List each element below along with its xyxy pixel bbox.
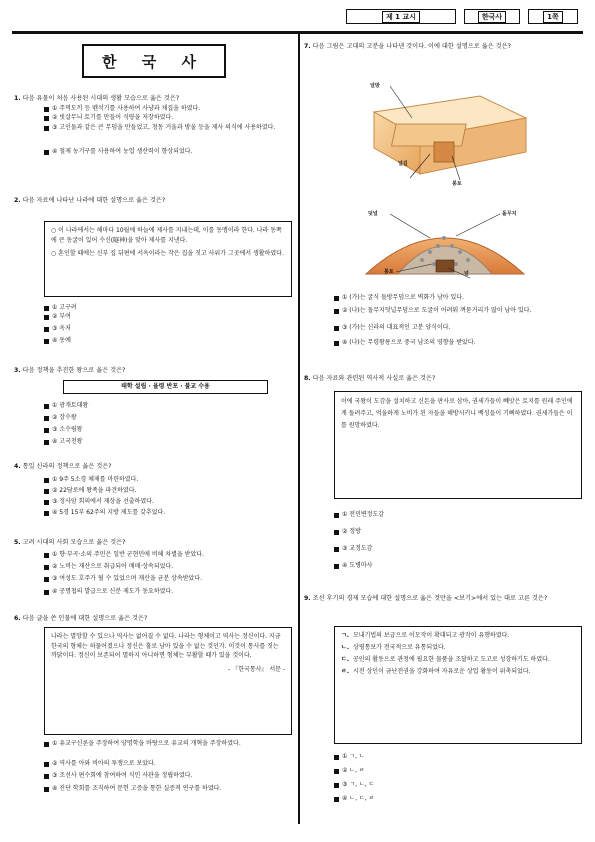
question-number: 7. bbox=[304, 43, 311, 50]
checkbox-icon bbox=[334, 797, 339, 802]
option[interactable] bbox=[44, 105, 292, 113]
option[interactable] bbox=[44, 438, 82, 446]
option[interactable] bbox=[44, 563, 292, 571]
source-box bbox=[44, 221, 292, 297]
checkbox-icon bbox=[334, 564, 339, 569]
option-text: ② 장수왕 bbox=[52, 414, 77, 421]
checkbox-icon bbox=[334, 341, 339, 346]
bogi-marker: ㄹ. bbox=[341, 668, 350, 675]
question-8 bbox=[304, 374, 584, 383]
option-text: ② 노비는 재산으로 취급되어 매매·상속되었다. bbox=[52, 563, 174, 570]
question-text: 통일 신라의 정책으로 옳은 것은? bbox=[22, 463, 112, 470]
option[interactable] bbox=[44, 124, 292, 132]
question-2 bbox=[14, 196, 292, 205]
source-paragraph: ○ 이 나라에서는 해마다 10월에 하늘에 제사를 지내는데, 이를 동맹이라 한다. 나라 동쪽에 큰 동굴이 있어 수신(隧神)을 맞아 제사를 지낸다. bbox=[51, 227, 282, 244]
question-9 bbox=[304, 594, 584, 603]
option[interactable] bbox=[44, 509, 165, 517]
option[interactable] bbox=[44, 414, 77, 422]
bogi-item bbox=[341, 655, 575, 665]
option[interactable] bbox=[334, 753, 365, 761]
checkbox-icon bbox=[44, 742, 49, 747]
question-text: 고려 시대의 사회 모습으로 옳은 것은? bbox=[22, 539, 126, 546]
option-text: ② ㄴ, ㄹ bbox=[342, 767, 365, 774]
checkbox-icon bbox=[44, 339, 49, 344]
option[interactable] bbox=[334, 781, 374, 789]
source-citation: - 『한국통사』 서문 - bbox=[228, 665, 285, 673]
option-text: ③ (가)는 신라의 대표적인 고분 양식이다. bbox=[342, 324, 451, 331]
option[interactable] bbox=[334, 795, 374, 803]
header-page-box bbox=[528, 9, 578, 24]
bogi-item bbox=[341, 631, 575, 641]
stone-chamber-tomb-illustration bbox=[360, 78, 530, 190]
checkbox-icon bbox=[334, 326, 339, 331]
checkbox-icon bbox=[334, 309, 339, 314]
question-number: 8. bbox=[304, 375, 311, 382]
question-number: 1. bbox=[14, 95, 21, 102]
option-text: ② 역사를 아와 비아의 투쟁으로 보았다. bbox=[52, 760, 156, 767]
question-5 bbox=[14, 538, 292, 547]
question-1 bbox=[14, 94, 292, 103]
header-exam-label: 제 1 교시 bbox=[382, 11, 420, 23]
source-paragraph: 나라는 멸망할 수 있으나 역사는 없어질 수 없다. 나라는 형체이고 역사는 정신이다. 지금 한국의 형체는 허물어졌으나 정신은 홀로 남아 있을 수 없는 것인가. 이것이 통사를 짓는 까닭이다. 정신이 보존되어 멸하지 아니하면 형체는 부활할 때가 있을 것이다. bbox=[51, 633, 281, 659]
checkbox-icon bbox=[44, 404, 49, 409]
option[interactable] bbox=[44, 148, 292, 156]
option[interactable] bbox=[44, 402, 88, 410]
source-box: 이에 국왕이 도감을 설치하고 신돈을 판사로 삼아, 권세가들이 빼앗은 토지를 원래 주인에게 돌려주고, 억울하게 노비가 된 자들을 해방시키니 백성들이 기뻐하였다. 권세가들은 이를 원망하였다. bbox=[334, 391, 582, 499]
option-text: ① 전민변정도감 bbox=[342, 511, 385, 518]
checkbox-icon bbox=[334, 783, 339, 788]
option-text: ④ 5경 15부 62주의 지방 제도를 갖추었다. bbox=[52, 509, 166, 516]
checkbox-icon bbox=[334, 530, 339, 535]
header-subject-label: 한국사 bbox=[478, 11, 506, 23]
option-text: ④ 동예 bbox=[52, 337, 71, 344]
bogi-item bbox=[341, 643, 575, 653]
diagram-label: 널방 bbox=[370, 83, 380, 89]
option-text: ③ 조선사 편수회에 참여하여 식민 사관을 정립하였다. bbox=[52, 772, 193, 779]
option[interactable] bbox=[44, 476, 138, 484]
option-text: ③ 옥저 bbox=[52, 325, 71, 332]
checkbox-icon bbox=[44, 787, 49, 792]
checkbox-icon bbox=[334, 755, 339, 760]
question-6 bbox=[14, 614, 292, 623]
bogi-marker: ㄱ. bbox=[341, 632, 350, 639]
question-text: 다음 정책을 추진한 왕으로 옳은 것은? bbox=[22, 367, 126, 374]
option-text: ② 22담로에 왕족을 파견하였다. bbox=[52, 487, 137, 494]
option-text: ① 9주 5소경 체제를 마련하였다. bbox=[52, 476, 139, 483]
question-4 bbox=[14, 462, 292, 471]
option-text: ① 유교구신론을 주장하여 양명학을 바탕으로 유교의 개혁을 주장하였다. bbox=[52, 740, 241, 747]
checkbox-icon bbox=[44, 590, 49, 595]
question-text: 다음 글을 쓴 인물에 대한 설명으로 옳은 것은? bbox=[22, 615, 148, 622]
question-number: 6. bbox=[14, 615, 21, 622]
checkbox-icon bbox=[44, 126, 49, 131]
option-text: ① (가)는 굴식 돌방무덤으로 벽화가 남아 있다. bbox=[342, 294, 464, 301]
option-text: ② 빗살무늬 토기를 만들어 식량을 저장하였다. bbox=[52, 114, 174, 121]
question-text: 조선 후기의 경제 모습에 대한 설명으로 옳은 것만을 <보기>에서 있는 대로 고른 것은? bbox=[312, 595, 548, 602]
checkbox-icon bbox=[44, 306, 49, 311]
option-text: ② 부여 bbox=[52, 313, 71, 320]
question-text: 다음 자료에 나타난 나라에 대한 설명으로 옳은 것은? bbox=[22, 197, 166, 204]
option-text: ③ 고인돌과 같은 큰 무덤을 만들었고, 청동 거울과 방울 등을 제사 의식에 사용하였다. bbox=[52, 124, 276, 131]
bogi-text: 시전 상인이 금난전권을 강화하여 자유로운 상업 활동이 위축되었다. bbox=[353, 668, 531, 675]
option[interactable] bbox=[44, 426, 82, 434]
option[interactable] bbox=[334, 528, 361, 536]
option[interactable] bbox=[44, 760, 292, 768]
option[interactable] bbox=[44, 785, 292, 793]
option-text: ① 주먹도끼 등 뗀석기를 사용하여 사냥과 채집을 하였다. bbox=[52, 105, 201, 112]
option-text: ④ (나)는 무령왕릉으로 중국 남조의 영향을 받았다. bbox=[342, 339, 476, 346]
option-text: ④ 진단 학회를 조직하여 문헌 고증을 통한 실증적 연구를 하였다. bbox=[52, 785, 222, 792]
column-divider bbox=[298, 34, 300, 824]
page-title: 한 국 사 bbox=[82, 44, 226, 78]
question-number: 2. bbox=[14, 197, 21, 204]
option[interactable] bbox=[44, 337, 71, 345]
bogi-marker: ㄴ. bbox=[341, 644, 350, 651]
question-number: 4. bbox=[14, 463, 21, 470]
option[interactable] bbox=[44, 772, 292, 780]
option[interactable] bbox=[44, 304, 77, 312]
source-box bbox=[44, 627, 292, 735]
option-text: ③ ㄱ, ㄴ, ㄷ bbox=[342, 781, 375, 788]
option[interactable] bbox=[44, 498, 154, 506]
option-text: ② 정방 bbox=[342, 528, 361, 535]
option[interactable] bbox=[44, 575, 292, 583]
checkbox-icon bbox=[44, 440, 49, 445]
checkbox-icon bbox=[44, 315, 49, 320]
checkbox-icon bbox=[44, 478, 49, 483]
option-text: ③ 여성도 호주가 될 수 있었으며 재산을 균분 상속받았다. bbox=[52, 575, 203, 582]
option[interactable] bbox=[334, 339, 584, 347]
option[interactable] bbox=[334, 294, 584, 302]
option-text: ③ 정사암 회의에서 재상을 선출하였다. bbox=[52, 498, 154, 505]
checkbox-icon bbox=[44, 416, 49, 421]
checkbox-icon bbox=[334, 547, 339, 552]
checkbox-icon bbox=[44, 774, 49, 779]
checkbox-icon bbox=[334, 513, 339, 518]
diagram-label: 덧널 bbox=[368, 211, 378, 217]
diagram-label: 널 bbox=[464, 271, 469, 277]
option-text: ② (나)는 돌무지덧널무덤으로 도굴이 어려워 껴묻거리가 많이 남아 있다. bbox=[342, 307, 532, 314]
diagram-label: 봉토 bbox=[384, 269, 394, 275]
checkbox-icon bbox=[44, 116, 49, 121]
header-subject-box bbox=[464, 9, 520, 24]
checkbox-icon bbox=[44, 150, 49, 155]
option[interactable] bbox=[44, 487, 136, 495]
checkbox-icon bbox=[44, 511, 49, 516]
option-text: ④ 고국천왕 bbox=[52, 438, 83, 445]
checkbox-icon bbox=[44, 577, 49, 582]
question-3 bbox=[14, 366, 292, 375]
option-text: ① ㄱ, ㄴ bbox=[342, 753, 365, 760]
question-number: 9. bbox=[304, 595, 311, 602]
bogi-box bbox=[334, 626, 582, 744]
option-text: ① 향·부곡·소의 주민은 일반 군현민에 비해 차별을 받았다. bbox=[52, 551, 204, 558]
question-number: 5. bbox=[14, 539, 21, 546]
option-text: ④ 도병마사 bbox=[342, 562, 373, 569]
bogi-item bbox=[341, 667, 575, 677]
option-text: ④ 철제 농기구를 사용하여 농업 생산력이 향상되었다. bbox=[52, 148, 193, 155]
option-text: ③ 소수림왕 bbox=[52, 426, 83, 433]
checkbox-icon bbox=[44, 489, 49, 494]
option[interactable] bbox=[44, 740, 292, 748]
option[interactable] bbox=[44, 114, 292, 122]
checkbox-icon bbox=[334, 769, 339, 774]
option[interactable] bbox=[334, 324, 584, 332]
question-text: 다음 자료와 관련된 역사적 사실로 옳은 것은? bbox=[312, 375, 436, 382]
question-7 bbox=[304, 42, 584, 51]
checkbox-icon bbox=[44, 762, 49, 767]
question-text: 다음 유물이 처음 사용된 시대의 생활 모습으로 옳은 것은? bbox=[22, 95, 180, 102]
option[interactable] bbox=[334, 562, 372, 570]
checkbox-icon bbox=[44, 107, 49, 112]
checkbox-icon bbox=[44, 553, 49, 558]
option[interactable] bbox=[334, 307, 584, 315]
bogi-text: 상평통보가 전국적으로 유통되었다. bbox=[353, 644, 446, 651]
question-number: 3. bbox=[14, 367, 21, 374]
option[interactable] bbox=[44, 551, 292, 559]
option-text: ① 고구려 bbox=[52, 304, 77, 311]
checkbox-icon bbox=[44, 565, 49, 570]
option[interactable] bbox=[334, 511, 384, 519]
option[interactable] bbox=[334, 767, 365, 775]
option-text: ① 광개토대왕 bbox=[52, 402, 89, 409]
option[interactable] bbox=[44, 325, 71, 333]
checkbox-icon bbox=[44, 428, 49, 433]
diagram-label: 돌무지 bbox=[502, 211, 517, 217]
option-text: ④ ㄴ, ㄷ, ㄹ bbox=[342, 795, 375, 802]
header-exam-box bbox=[346, 9, 456, 24]
option[interactable] bbox=[44, 588, 292, 596]
diagram-label: 널길 bbox=[398, 161, 408, 167]
option-text: ③ 교정도감 bbox=[342, 545, 373, 552]
bogi-marker: ㄷ. bbox=[341, 656, 350, 663]
option-text: ④ 공명첩의 발급으로 신분 제도가 동요하였다. bbox=[52, 588, 174, 595]
diagram-label: 봉토 bbox=[452, 181, 462, 187]
bogi-text: 모내기법의 보급으로 이모작이 확대되고 광작이 유행하였다. bbox=[353, 632, 510, 639]
checkbox-icon bbox=[334, 296, 339, 301]
keyword-box: 태학 설립 · 율령 반포 · 불교 수용 bbox=[63, 380, 268, 394]
question-text: 다음 그림은 고대의 고분을 나타낸 것이다. 이에 대한 설명으로 옳은 것은? bbox=[312, 43, 511, 50]
option[interactable] bbox=[44, 313, 71, 321]
checkbox-icon bbox=[44, 327, 49, 332]
checkbox-icon bbox=[44, 500, 49, 505]
source-paragraph: ○ 혼인할 때에는 신부 집 뒤편에 서옥이라는 작은 집을 짓고 사위가 그곳에서 생활하였다. bbox=[51, 250, 284, 257]
bogi-text: 공인의 활동으로 관청에 필요한 물품을 조달하고 도고로 성장하기도 하였다. bbox=[353, 656, 550, 663]
option[interactable] bbox=[334, 545, 372, 553]
header-page-label: 1쪽 bbox=[543, 11, 563, 23]
